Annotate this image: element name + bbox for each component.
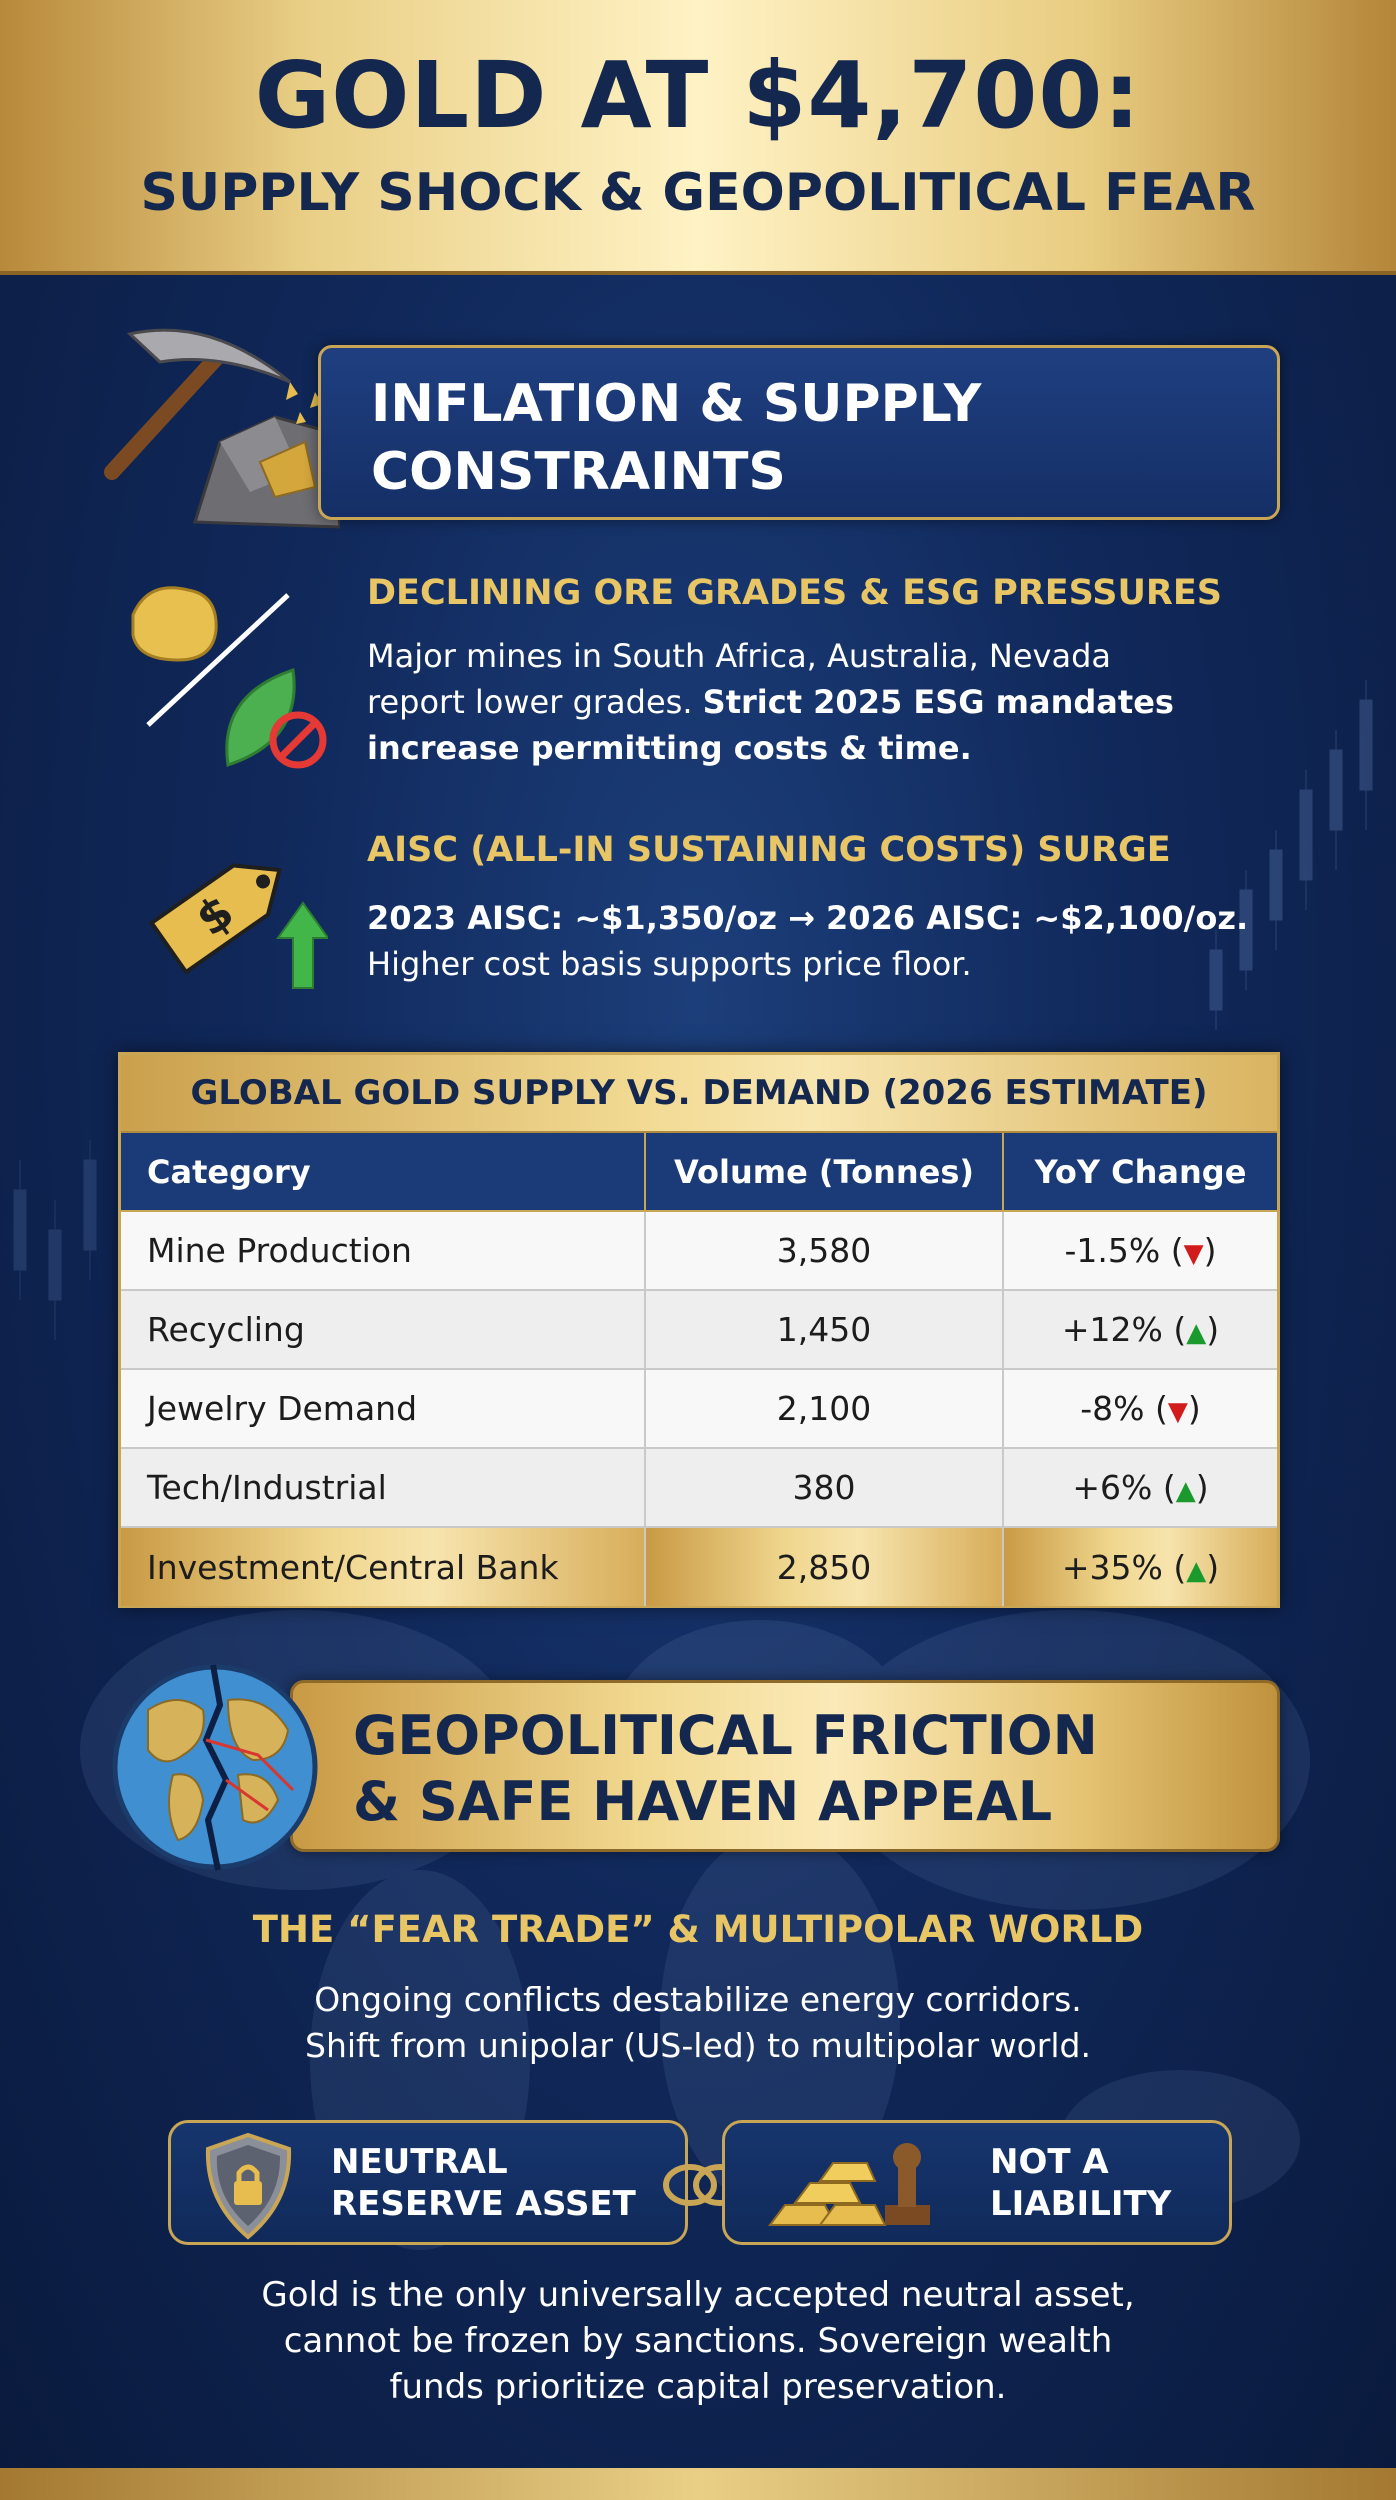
cell-yoy-value: +6% ( xyxy=(1072,1468,1176,1507)
table-row xyxy=(121,1211,1277,1290)
cell-category: Tech/Industrial xyxy=(121,1448,645,1527)
text-ore-grades-line3 xyxy=(367,725,1287,771)
bottom-gold-bar xyxy=(0,2468,1396,2500)
table-title: GLOBAL GOLD SUPPLY VS. DEMAND (2026 ESTIMATE) xyxy=(121,1055,1277,1133)
badge-neutral-reserve-line2: RESERVE ASSET xyxy=(331,2184,636,2224)
cell-volume: 2,850 xyxy=(645,1527,1003,1606)
text-ore-grades-line2-plain: report lower grades. xyxy=(367,683,703,721)
text-footer-line2: cannot be frozen by sanctions. Sovereign wealth xyxy=(283,2321,1113,2361)
gold-bars-stamp-icon xyxy=(765,2135,935,2235)
text-footer-line3: funds prioritize capital preservation. xyxy=(389,2367,1007,2407)
section-banner-geopolitical xyxy=(290,1680,1280,1852)
text-ore-grades-line2-bold: Strict 2025 ESG mandates xyxy=(702,683,1174,721)
cell-yoy-value: -8% ( xyxy=(1080,1389,1168,1428)
cell-category: Mine Production xyxy=(121,1211,645,1290)
badge-not-liability xyxy=(722,2120,1232,2245)
up-arrow-icon: ▲ xyxy=(1186,1555,1207,1586)
section-title-geopolitical-line2: & SAFE HAVEN APPEAL xyxy=(353,1770,1053,1833)
cell-yoy-close: ) xyxy=(1206,1547,1220,1587)
cell-category: Jewelry Demand xyxy=(121,1369,645,1448)
cell-category: Recycling xyxy=(121,1290,645,1369)
price-tag-up-icon xyxy=(128,823,328,993)
heading-aisc: AISC (ALL-IN SUSTAINING COSTS) SURGE xyxy=(367,830,1171,870)
badge-neutral-reserve-line1: NEUTRAL xyxy=(331,2142,508,2182)
up-arrow-icon: ▲ xyxy=(1186,1318,1207,1348)
cell-yoy-close: ) xyxy=(1206,1310,1220,1349)
page-subtitle: SUPPLY SHOCK & GEOPOLITICAL FEAR xyxy=(140,163,1256,223)
heading-fear-trade: THE “FEAR TRADE” & MULTIPOLAR WORLD xyxy=(252,1908,1144,1951)
cell-yoy-close: ) xyxy=(1187,1389,1201,1428)
cell-volume: 3,580 xyxy=(645,1211,1003,1290)
svg-text:$: $ xyxy=(186,883,244,947)
text-aisc-line1: 2023 AISC: ~$1,350/oz → 2026 AISC: ~$2,100/oz. xyxy=(367,899,1249,937)
text-fear-trade-line2: Shift from unipolar (US-led) to multipolar world. xyxy=(305,2026,1091,2065)
cell-volume: 2,100 xyxy=(645,1369,1003,1448)
supply-demand-grid xyxy=(121,1133,1277,1606)
cell-yoy-value: -1.5% ( xyxy=(1064,1231,1184,1270)
badge-not-liability-line1: NOT A xyxy=(990,2142,1109,2182)
down-arrow-icon: ▼ xyxy=(1183,1239,1204,1269)
section-banner-inflation xyxy=(318,345,1280,520)
cell-yoy-value: +12% ( xyxy=(1061,1310,1187,1349)
text-ore-grades-line1: Major mines in South Africa, Australia, Nevada xyxy=(367,637,1111,675)
badge-neutral-reserve-label xyxy=(331,2141,636,2225)
badge-not-liability-line2: LIABILITY xyxy=(990,2184,1172,2224)
column-header-yoy: YoY Change xyxy=(1003,1133,1277,1211)
cell-yoy-close: ) xyxy=(1195,1468,1209,1507)
cell-yoy xyxy=(1003,1527,1277,1606)
candlestick-background-left-icon xyxy=(0,1100,120,1400)
table-row-highlighted xyxy=(121,1527,1277,1606)
cell-yoy-value: +35% ( xyxy=(1061,1547,1187,1587)
table-row xyxy=(121,1290,1277,1369)
cell-volume: 380 xyxy=(645,1448,1003,1527)
column-header-volume: Volume (Tonnes) xyxy=(645,1133,1003,1211)
text-ore-grades-line2 xyxy=(367,679,1287,725)
cell-yoy xyxy=(1003,1369,1277,1448)
text-fear-trade xyxy=(0,1977,1396,2069)
text-footer-line1: Gold is the only universally accepted neutral asset, xyxy=(261,2275,1135,2315)
text-ore-grades xyxy=(367,633,1287,771)
text-aisc-line2: Higher cost basis supports price floor. xyxy=(367,945,972,983)
column-header-category: Category xyxy=(121,1133,645,1211)
cell-yoy xyxy=(1003,1448,1277,1527)
table-header-row xyxy=(121,1133,1277,1211)
section-title-geopolitical xyxy=(353,1703,1263,1835)
text-fear-trade-line1: Ongoing conflicts destabilize energy corridors. xyxy=(314,1980,1082,2019)
text-ore-grades-line3-bold: increase permitting costs & time. xyxy=(367,729,972,767)
down-arrow-icon: ▼ xyxy=(1167,1397,1188,1427)
cell-category: Investment/Central Bank xyxy=(121,1527,645,1606)
shield-lock-icon xyxy=(201,2131,296,2241)
page-title: GOLD AT $4,700: xyxy=(254,42,1142,149)
supply-demand-table xyxy=(118,1052,1280,1608)
cell-yoy-close: ) xyxy=(1203,1231,1217,1270)
cell-yoy xyxy=(1003,1290,1277,1369)
badge-neutral-reserve xyxy=(168,2120,688,2245)
table-row xyxy=(121,1369,1277,1448)
header-banner xyxy=(0,0,1396,275)
cell-volume: 1,450 xyxy=(645,1290,1003,1369)
text-aisc xyxy=(367,895,1287,987)
up-arrow-icon: ▲ xyxy=(1175,1476,1196,1506)
section-title-geopolitical-line1: GEOPOLITICAL FRICTION xyxy=(353,1704,1098,1767)
cell-yoy xyxy=(1003,1211,1277,1290)
pickaxe-icon xyxy=(100,322,340,532)
gold-nugget-leaf-icon xyxy=(118,575,338,775)
cracked-globe-icon xyxy=(108,1660,323,1875)
table-row xyxy=(121,1448,1277,1527)
section-title-inflation: INFLATION & SUPPLY CONSTRAINTS xyxy=(371,374,982,502)
text-footer xyxy=(0,2272,1396,2410)
badge-not-liability-label xyxy=(990,2141,1171,2225)
heading-ore-grades: DECLINING ORE GRADES & ESG PRESSURES xyxy=(367,573,1222,613)
